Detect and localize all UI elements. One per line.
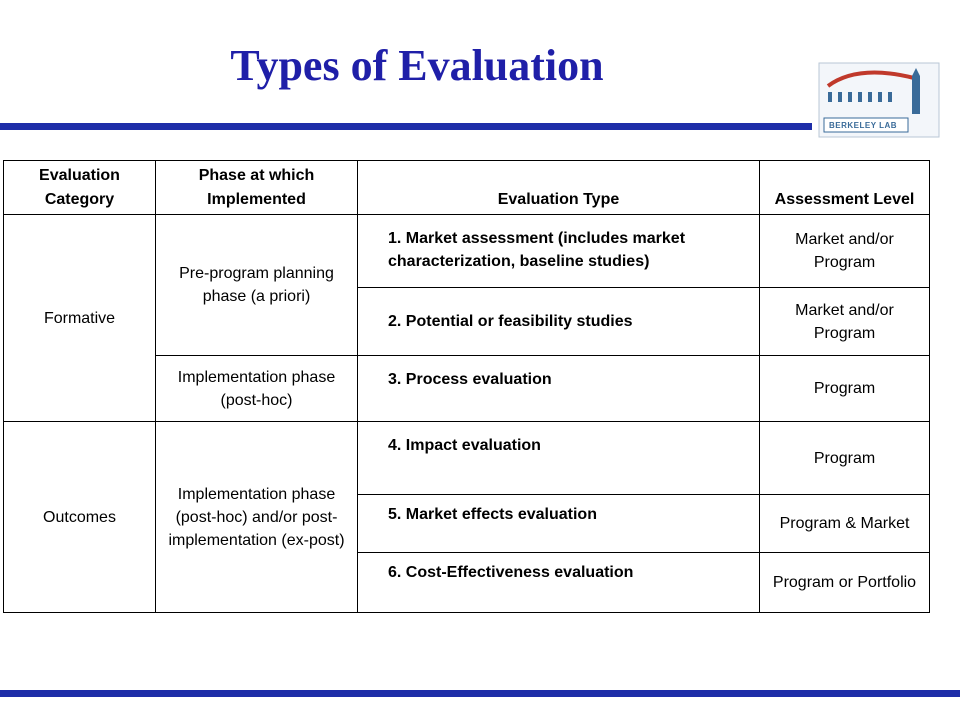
header-level: Assessment Level	[760, 161, 930, 215]
assessment-level-5: Program & Market	[760, 495, 930, 553]
berkeley-lab-logo	[818, 62, 940, 138]
table-header-row	[4, 161, 930, 215]
phase-post-implementation: Implementation phase (post-hoc) and/or post-implementation (ex-post)	[156, 422, 358, 613]
phase-preprogram: Pre-program planning phase (a priori)	[156, 215, 358, 356]
evaluation-type-3: 3. Process evaluation	[358, 356, 760, 422]
category-formative: Formative	[4, 215, 156, 422]
assessment-level-3: Program	[760, 356, 930, 422]
category-outcomes: Outcomes	[4, 422, 156, 613]
evaluation-type-4: 4. Impact evaluation	[358, 422, 760, 495]
header-type: Evaluation Type	[358, 161, 760, 215]
title-underline	[0, 123, 812, 130]
assessment-level-2: Market and/or Program	[760, 288, 930, 356]
evaluation-type-1: 1. Market assessment (includes market characterization, baseline studies)	[358, 215, 760, 288]
slide-title: Types of Evaluation	[230, 41, 604, 90]
evaluation-table	[3, 160, 930, 613]
evaluation-type-6: 6. Cost-Effectiveness evaluation	[358, 553, 760, 613]
header-phase: Phase at which Implemented	[156, 161, 358, 215]
table-row	[4, 422, 930, 495]
header-category: Evaluation Category	[4, 161, 156, 215]
assessment-level-4: Program	[760, 422, 930, 495]
phase-implementation: Implementation phase (post-hoc)	[156, 356, 358, 422]
assessment-level-6: Program or Portfolio	[760, 553, 930, 613]
table-row	[4, 215, 930, 288]
evaluation-type-2: 2. Potential or feasibility studies	[358, 288, 760, 356]
footer-rule	[0, 690, 960, 697]
assessment-level-1: Market and/or Program	[760, 215, 930, 288]
logo-text: BERKELEY LAB	[829, 121, 898, 130]
evaluation-type-5: 5. Market effects evaluation	[358, 495, 760, 553]
